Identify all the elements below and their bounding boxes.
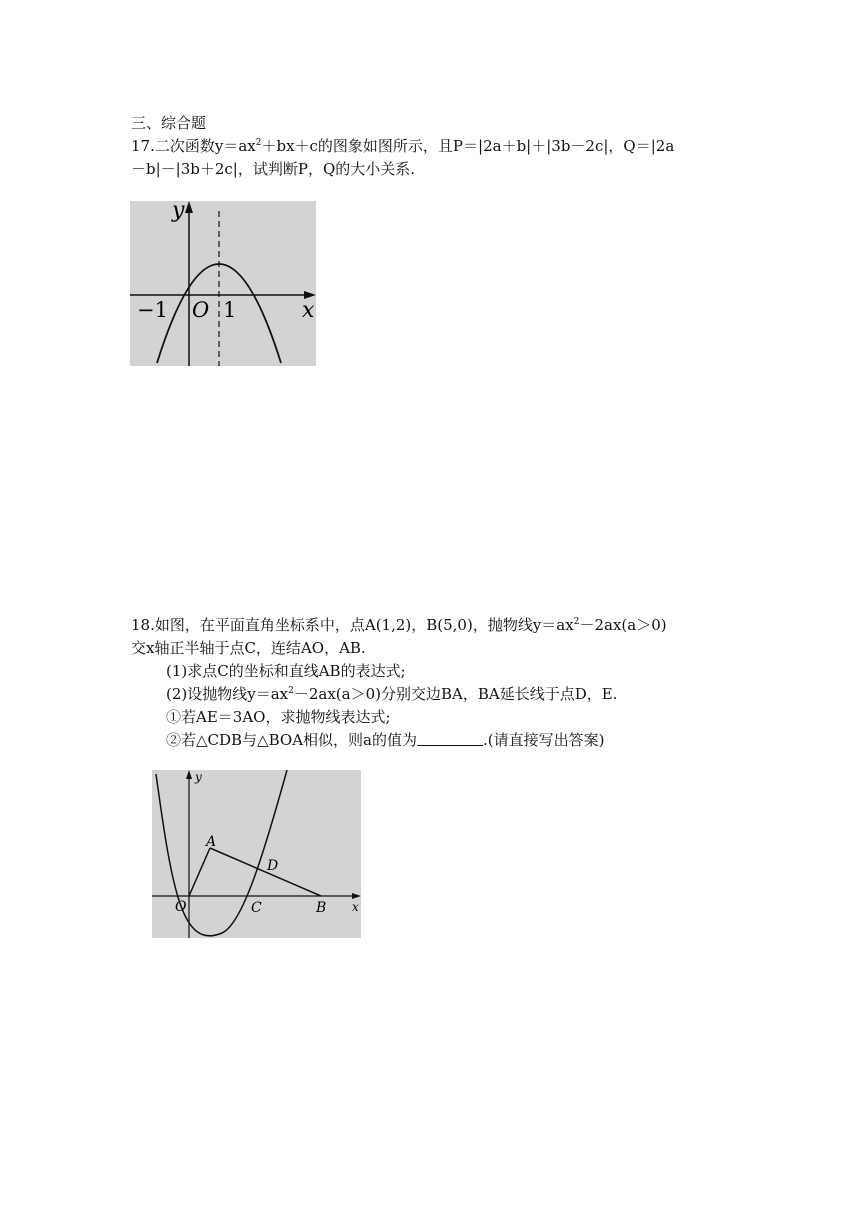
- x-label: x: [302, 298, 315, 323]
- q17-parabola-figure: [130, 201, 316, 366]
- q18-sub2: ②若△CDB与△BOA相似，则a的值为 .(请直接写出答案): [166, 731, 605, 749]
- q17-line2: －b|－|3b＋2c|，试判断P，Q的大小关系.: [131, 160, 416, 178]
- point-A-label: A: [206, 834, 217, 850]
- q17-line1: 17.二次函数$y=ax^2+bx+c$的图象如图所示，且P＝|2a＋b|＋|3b－2c|，Q＝|2a: [131, 137, 675, 155]
- q18-part2: (2)设抛物线$y=ax^2-2ax(a>0)$分别交边BA，BA延长线于点D，E.: [166, 685, 618, 703]
- figure-background: [130, 201, 316, 366]
- q18-parabola-figure: [152, 770, 361, 938]
- q18-part1: (1)求点C的坐标和直线AB的表达式;: [166, 662, 406, 680]
- answer-blank: [417, 731, 483, 746]
- point-B-label: B: [316, 900, 327, 916]
- q18-line2: 交x轴正半轴于点C，连结AO，AB.: [131, 639, 366, 657]
- tick-neg1: −1: [137, 298, 168, 322]
- q18-sub1: ①若AE＝3AO，求抛物线表达式;: [166, 708, 391, 726]
- point-O-label: O: [175, 899, 187, 915]
- section-title: 三、综合题: [131, 114, 207, 132]
- point-D-label: D: [267, 858, 279, 874]
- x-label: x: [352, 900, 359, 914]
- point-C-label: C: [251, 900, 262, 916]
- y-label: y: [195, 770, 202, 784]
- origin-label: O: [192, 298, 210, 322]
- q18-line1: 18.如图，在平面直角坐标系中，点A(1,2)，B(5,0)，抛物线$y=ax^2-2ax(a>0)$: [131, 616, 667, 634]
- tick-1: 1: [223, 298, 237, 322]
- y-label: y: [172, 201, 185, 223]
